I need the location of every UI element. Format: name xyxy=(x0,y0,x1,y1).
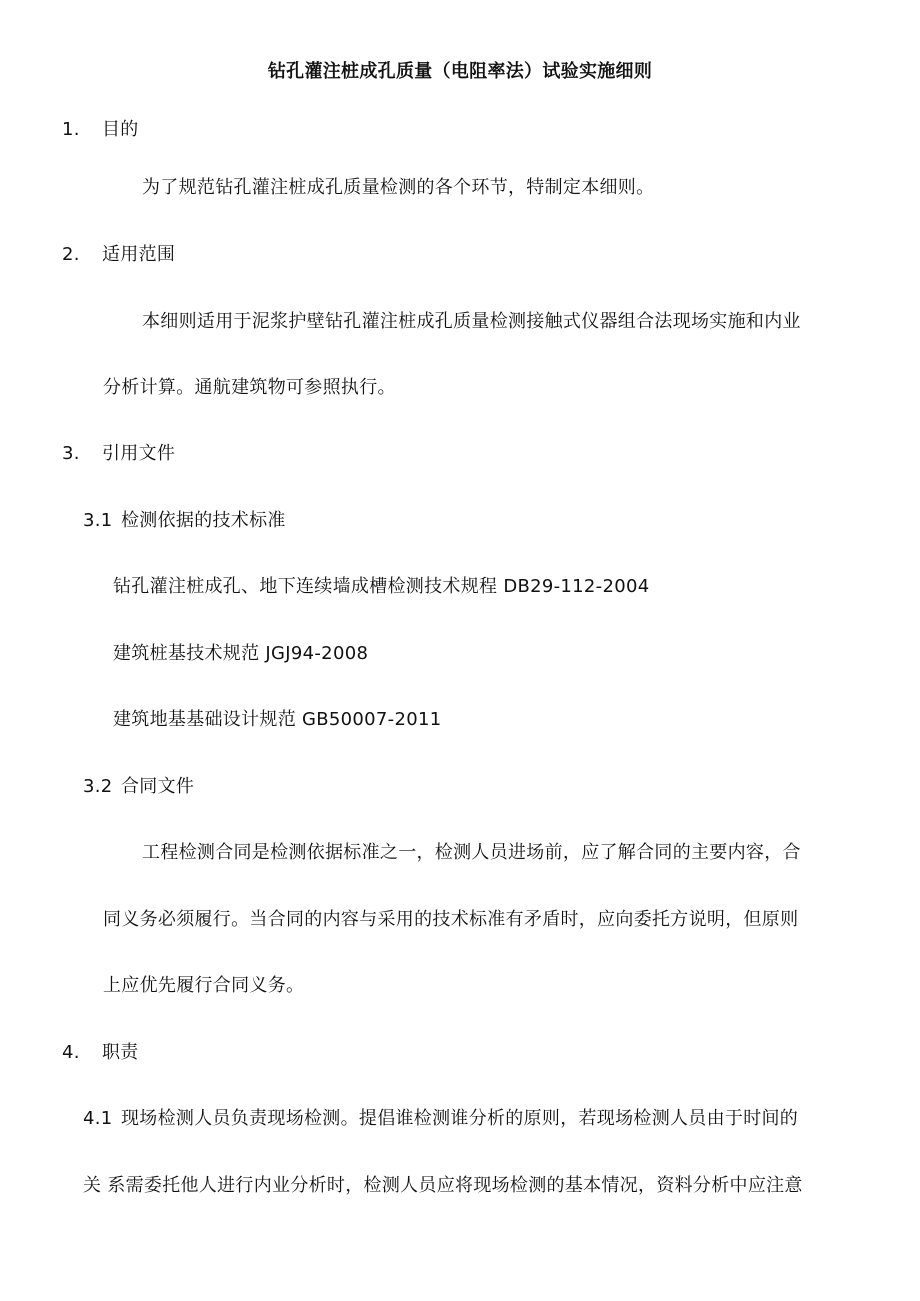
subsection-4-1-line: 关 系需委托他人进行内业分析时，检测人员应将现场检测的基本情况，资料分析中应注意 xyxy=(83,1175,803,1196)
section-title: 目的 xyxy=(102,119,139,140)
subsection-3-2-paragraph-line: 上应优先履行合同义务。 xyxy=(103,975,305,996)
standard-reference: 建筑桩基技术规范 JGJ94-2008 xyxy=(113,643,369,664)
subsection-title: 检测依据的技术标准 xyxy=(121,510,286,531)
section-number: 2. xyxy=(62,244,80,265)
section-number: 3. xyxy=(62,443,80,464)
section-2-paragraph-line: 分析计算。通航建筑物可参照执行。 xyxy=(103,377,396,398)
section-2-paragraph-line: 本细则适用于泥浆护壁钻孔灌注桩成孔质量检测接触式仪器组合法现场实施和内业 xyxy=(142,311,801,332)
subsection-4-1-line xyxy=(83,1107,798,1131)
subsection-text: 现场检测人员负责现场检测。提倡谁检测谁分析的原则，若现场检测人员由于时间的 xyxy=(121,1108,799,1129)
section-title: 适用范围 xyxy=(102,244,176,265)
section-title: 职责 xyxy=(102,1042,139,1063)
subsection-number: 3.2 xyxy=(83,776,113,797)
section-1-heading xyxy=(62,118,139,142)
subsection-3-2-paragraph-line: 工程检测合同是检测依据标准之一，检测人员进场前，应了解合同的主要内容，合 xyxy=(142,842,801,863)
subsection-number: 4.1 xyxy=(83,1108,113,1129)
standard-reference: 钻孔灌注桩成孔、地下连续墙成槽检测技术规程 DB29-112-2004 xyxy=(113,576,650,597)
section-number: 4. xyxy=(62,1042,80,1063)
subsection-title: 合同文件 xyxy=(121,776,195,797)
section-2-heading xyxy=(62,243,175,267)
subsection-3-1-heading xyxy=(83,509,286,533)
standard-reference: 建筑地基基础设计规范 GB50007-2011 xyxy=(113,709,442,730)
section-title: 引用文件 xyxy=(102,443,176,464)
section-number: 1. xyxy=(62,119,80,140)
section-1-paragraph: 为了规范钻孔灌注桩成孔质量检测的各个环节，特制定本细则。 xyxy=(142,177,655,198)
subsection-3-2-heading xyxy=(83,775,194,799)
subsection-3-2-paragraph-line: 同义务必须履行。当合同的内容与采用的技术标准有矛盾时，应向委托方说明，但原则 xyxy=(103,909,799,930)
document-title: 钻孔灌注桩成孔质量（电阻率法）试验实施细则 xyxy=(267,61,653,82)
subsection-number: 3.1 xyxy=(83,510,113,531)
section-3-heading xyxy=(62,442,175,466)
section-4-heading xyxy=(62,1041,139,1065)
